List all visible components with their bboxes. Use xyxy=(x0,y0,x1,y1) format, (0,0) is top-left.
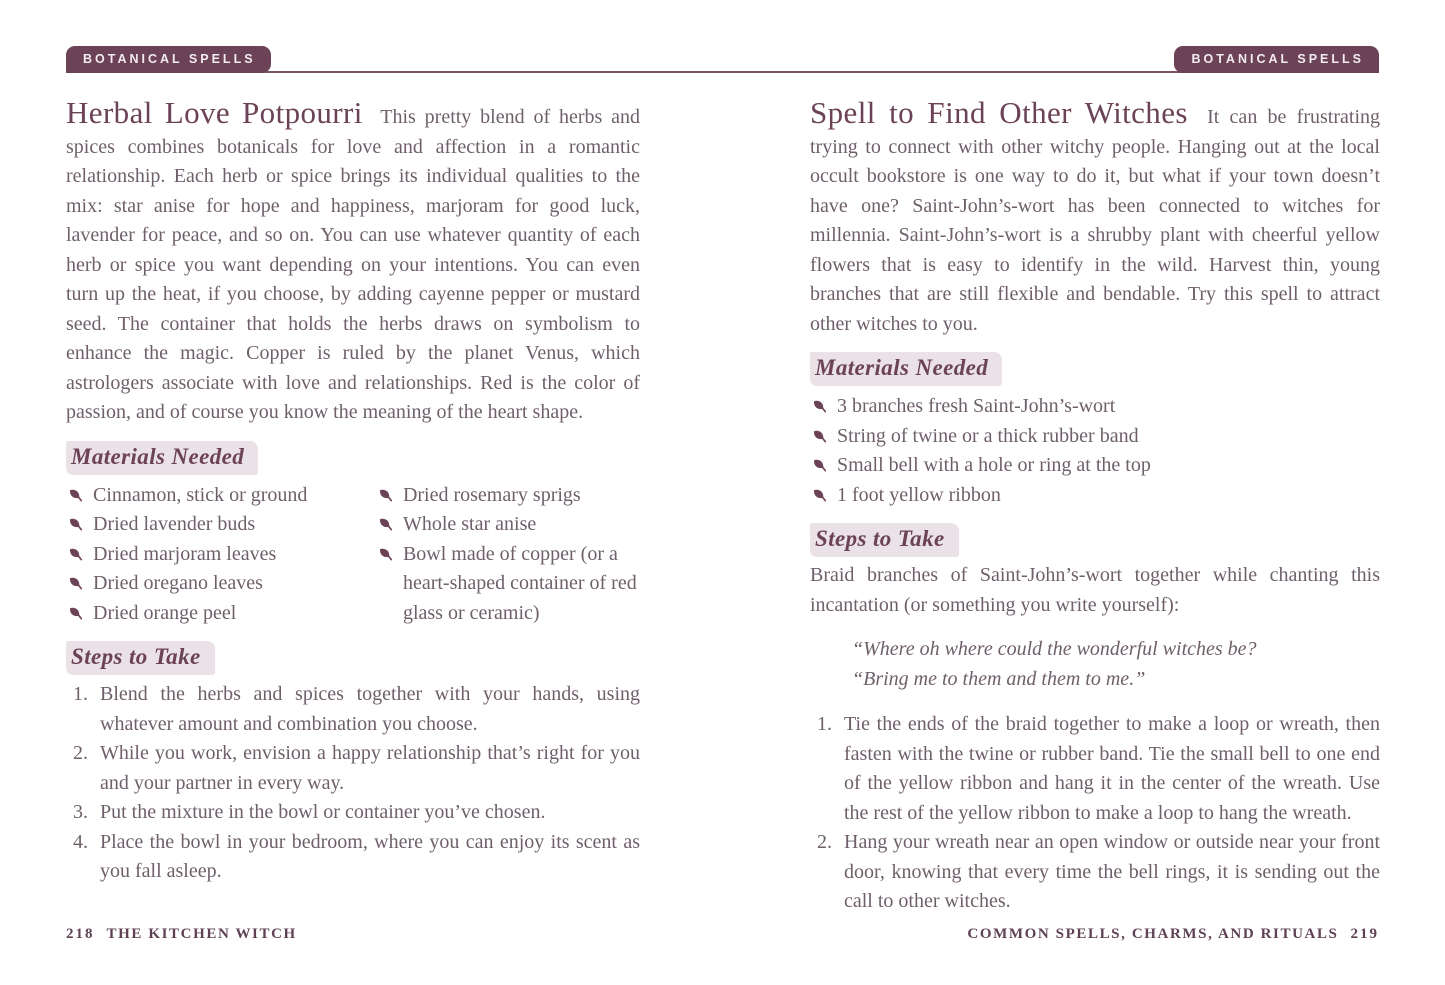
step-item: Blend the herbs and spices together with your hands, using whatever amount and combination you choose. xyxy=(100,683,640,735)
material-item: Dried orange peel xyxy=(66,599,376,629)
leaf-bullet-icon xyxy=(378,547,392,561)
chapter-title: COMMON SPELLS, CHARMS, AND RITUALS xyxy=(967,926,1339,942)
leaf-bullet-icon xyxy=(812,458,826,472)
steps-list-right xyxy=(810,710,1380,917)
material-item: Small bell with a hole or ring at the top xyxy=(810,451,1380,481)
leaf-bullet-icon xyxy=(378,517,392,531)
leaf-bullet-icon xyxy=(68,517,82,531)
materials-list-col2 xyxy=(376,481,640,629)
recipe-intro-right xyxy=(810,97,1380,339)
materials-list-col1 xyxy=(66,481,376,629)
materials-heading-right: Materials Needed xyxy=(810,352,1380,386)
step-item: While you work, envision a happy relationship that’s right for you and your partner in every way. xyxy=(100,742,640,794)
incantation-line: “Where oh where could the wonderful witches be? xyxy=(852,638,1257,660)
material-item: 3 branches fresh Saint-John’s-wort xyxy=(810,392,1380,422)
steps-heading-left: Steps to Take xyxy=(66,641,640,675)
material-item: Dried oregano leaves xyxy=(66,569,376,599)
material-item: Dried rosemary sprigs xyxy=(376,481,640,511)
leaf-bullet-icon xyxy=(68,576,82,590)
recipe-intro-text-left: This pretty blend of herbs and spices combines botanicals for love and affection in a romantic relationship. Each herb or spice brings its individual qualities to the mix: star anise for hope and happiness, marjoram for good luck, lavender for peace, and so on. You can use whatever quantity of each herb or spice you want depending on your intentions. You can even turn up the heat, if you choose, by adding cayenne pepper or mustard seed. The container that holds the herbs draws on symbolism to enhance the magic. Copper is ruled by the planet Venus, which astrologers associate with love and relationships. Red is the color of passion, and of course you know the meaning of the heart shape. xyxy=(66,106,640,423)
leaf-bullet-icon xyxy=(68,606,82,620)
incantation-line: “Bring me to them and them to me.” xyxy=(852,667,1146,690)
material-item: Dried lavender buds xyxy=(66,510,376,540)
material-item: Cinnamon, stick or ground xyxy=(66,481,376,511)
leaf-bullet-icon xyxy=(812,429,826,443)
incantation xyxy=(852,635,1380,694)
leaf-bullet-icon xyxy=(378,488,392,502)
material-item: Whole star anise xyxy=(376,510,640,540)
step-item: Put the mixture in the bowl or container you’ve chosen. xyxy=(100,801,546,823)
leaf-bullet-icon xyxy=(812,399,826,413)
section-tab-right: BOTANICAL SPELLS xyxy=(1174,46,1379,73)
page-right xyxy=(810,72,1380,917)
step-item: Place the bowl in your bedroom, where you can enjoy its scent as you fall asleep. xyxy=(100,830,640,882)
section-tab-left: BOTANICAL SPELLS xyxy=(66,46,271,73)
leaf-bullet-icon xyxy=(812,488,826,502)
material-item: String of twine or a thick rubber band xyxy=(810,422,1380,452)
footer-right xyxy=(967,926,1379,943)
materials-columns xyxy=(66,481,640,629)
steps-heading-right: Steps to Take xyxy=(810,523,1380,557)
step-item: Hang your wreath near an open window or outside near your front door, knowing that every time the bell rings, it is sending out the call to other witches. xyxy=(844,831,1380,912)
footer-left xyxy=(66,926,297,943)
book-title: THE KITCHEN WITCH xyxy=(106,926,297,942)
recipe-intro-text-right: It can be frustrating trying to connect with other witchy people. Hanging out at the local occult bookstore is one way to do it, but what if your town doesn’t have one? Saint-John’s-wort has been connected to witches for millennia. Saint-John’s-wort is a shrubby plant with cheerful yellow flowers that is easy to identify in the wild. Harvest thin, young branches that are still flexible and bendable. Try this spell to attract other witches to you. xyxy=(810,106,1380,335)
steps-intro-right: Braid branches of Saint-John’s-wort together while chanting this incantation (or something you write yourself): xyxy=(810,564,1380,616)
recipe-intro-left xyxy=(66,97,640,428)
page-number-left: 218 xyxy=(66,926,95,942)
material-item: Dried marjoram leaves xyxy=(66,540,376,570)
page-left xyxy=(66,72,640,887)
recipe-title-right: Spell to Find Other Witches xyxy=(810,95,1188,130)
material-item: 1 foot yellow ribbon xyxy=(810,481,1380,511)
steps-list-left xyxy=(66,680,640,887)
page-number-right: 219 xyxy=(1350,926,1379,942)
materials-list-right xyxy=(810,392,1380,510)
recipe-title-left: Herbal Love Potpourri xyxy=(66,95,363,130)
materials-heading-left: Materials Needed xyxy=(66,441,640,475)
step-item: Tie the ends of the braid together to make a loop or wreath, then fasten with the twine or rubber band. Tie the small bell to one end of the yellow ribbon and hang it in the center of the wreath. Use the rest of the yellow ribbon to make a loop to hang the wreath. xyxy=(844,713,1380,824)
material-item: Bowl made of copper (or a heart-shaped container of red glass or ceramic) xyxy=(376,540,640,629)
leaf-bullet-icon xyxy=(68,547,82,561)
leaf-bullet-icon xyxy=(68,488,82,502)
